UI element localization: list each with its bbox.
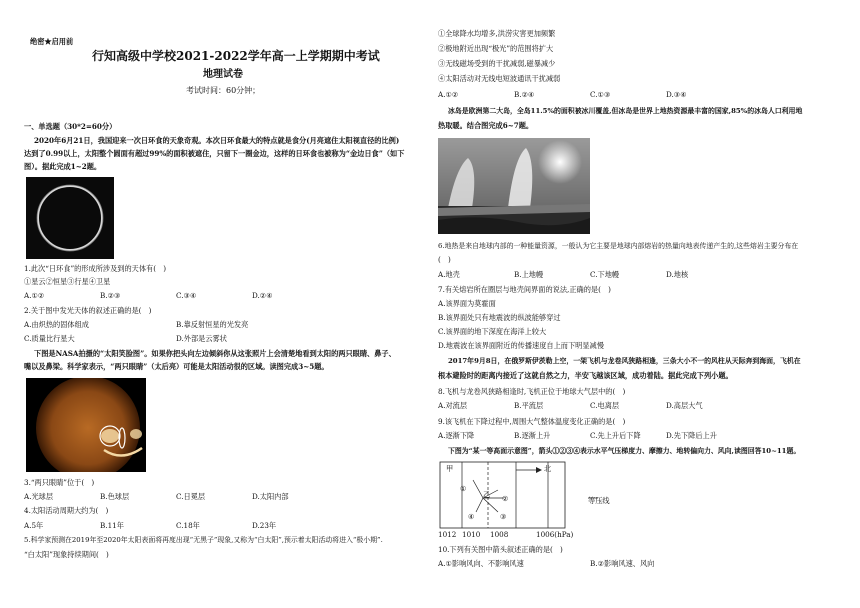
q10-option-b[interactable]: B.②影响风速、风向 — [590, 559, 655, 568]
q7-option-c[interactable]: C.该界面的地下深度在海洋上较大 — [438, 327, 547, 336]
q6-option-b[interactable]: B.上地幔 — [514, 270, 544, 279]
q5-option-a[interactable]: A.①② — [438, 90, 459, 99]
fig-label-jia: 甲 — [446, 464, 454, 473]
exam-title: 行知高级中学校2021-2022学年高一上学期期中考试 — [92, 49, 380, 63]
intro3-line1: 冰岛是欧洲第二大岛，全岛11.5%的面积被冰川覆盖,但冰岛是世界上地热资源最丰富的国家,85%的冰岛人口利用地 — [448, 107, 803, 115]
secret-label: 绝密★启用前 — [30, 37, 74, 46]
question-2: 2.关于图中发光天体的叙述正确的是( ) — [24, 306, 152, 315]
q5-item-3: ③无线磁场受到的干扰减弱,磁暴减少 — [438, 59, 556, 68]
q4-option-a[interactable]: A.5年 — [24, 521, 44, 530]
intro1-line2: 达到了0.99以上，太阳整个圆面有超过99%的面积被遮住，只留下一圈金边，这样的日环食也被称为“金边日食”（如下 — [24, 149, 405, 158]
q8-option-c[interactable]: C.电离层 — [590, 401, 620, 410]
q8-option-d[interactable]: D.高层大气 — [666, 401, 703, 410]
q5-item-1: ①全球降水均增多,洪涝灾害更加频繁 — [438, 29, 556, 38]
q3-option-d[interactable]: D.太阳内部 — [252, 492, 289, 501]
question-3: 3.“两只眼睛”位于( ) — [24, 478, 95, 487]
q9-option-b[interactable]: B.逐渐上升 — [514, 431, 551, 440]
intro2-line1: 下图是NASA拍摄的“太阳笑脸图”。如果你把头向左边倾斜你从这张照片上会清楚地看到太阳的两只眼睛、鼻子、 — [34, 349, 396, 358]
isobar-label-1010: 1010 — [462, 530, 481, 539]
q9-option-a[interactable]: A.逐渐下降 — [438, 431, 475, 440]
q6-option-a[interactable]: A.地壳 — [438, 270, 460, 279]
q2-option-a[interactable]: A.由炽热的固体组成 — [24, 320, 89, 329]
subject-title: 地理试卷 — [203, 69, 243, 80]
q9-option-c[interactable]: C.先上升后下降 — [590, 431, 641, 440]
q2-option-c[interactable]: C.质量比行星大 — [24, 334, 75, 343]
q3-option-c[interactable]: C.日冕层 — [176, 492, 206, 501]
intro4-line1: 2017年9月8日，在俄罗斯伊茨勒上空，一架飞机与龙卷风狭路相逢，三条大小不一的风柱从天际奔到海面，飞机在 — [448, 357, 801, 365]
fig-num-3: ③ — [500, 512, 507, 521]
question-6-end: ( ) — [438, 255, 451, 264]
question-8: 8.飞机与龙卷风狭路相逢时,飞机正位于地球大气层中的( ) — [438, 387, 626, 396]
q5-item-2: ②极地附近出现“极光”的范围将扩大 — [438, 44, 554, 53]
eclipse-image — [26, 177, 114, 259]
question-5-line1: 5.科学家预测在2019年至2020年太阳表面将再度出现“无黑子”现象,又称为“白太阳”,预示着太阳活动将进入“极小期”. — [24, 536, 383, 544]
q4-option-c[interactable]: C.18年 — [176, 521, 200, 530]
q8-option-a[interactable]: A.对流层 — [438, 401, 468, 410]
question-6: 6.地热是来自地球内部的一种能量资源，一般认为它主要是地球内部熔岩的热量向地表传递产生的,这些熔岩主要分布在 — [438, 242, 799, 250]
question-9: 9.该飞机在下降过程中,周围大气整体温度变化正确的是( ) — [438, 417, 626, 426]
q7-option-b[interactable]: B.该界面处只有地震波的纵波能够穿过 — [438, 313, 561, 322]
q1-option-c[interactable]: C.③④ — [176, 291, 197, 300]
q6-option-d[interactable]: D.地核 — [666, 270, 689, 279]
isobar-label-1012: 1012 — [438, 530, 457, 539]
exam-time: 考试时间：60分钟； — [186, 86, 261, 95]
question-5-line2: “白太阳”现象持续期间( ) — [24, 550, 109, 559]
intro5: 下图为“某一等高面示意图”，箭头①②③④表示水平气压梯度力、摩擦力、地转偏向力、风向,读图回答10~11题。 — [448, 447, 801, 455]
q6-option-c[interactable]: C.下地幔 — [590, 270, 620, 279]
section-heading: 一、单选题（30*2=60分） — [24, 122, 117, 131]
q1-option-b[interactable]: B.②③ — [100, 291, 121, 300]
q5-option-b[interactable]: B.②④ — [514, 90, 535, 99]
question-7: 7.有关熔岩所在圈层与地壳间界面的说法,正确的是( ) — [438, 285, 611, 294]
isobar-label-1008: 1008 — [490, 530, 509, 539]
q1-option-d[interactable]: D.②④ — [252, 291, 273, 300]
q3-option-a[interactable]: A.光球层 — [24, 492, 54, 501]
q9-option-d[interactable]: D.先下降后上升 — [666, 431, 717, 440]
q4-option-b[interactable]: B.11年 — [100, 521, 124, 530]
question-1: 1.此次“日环食”的形成所涉及到的天体有( ) — [24, 264, 167, 273]
q2-option-b[interactable]: B.靠反射恒星的光发亮 — [176, 320, 249, 329]
fig-num-1: ① — [460, 484, 467, 493]
q3-option-b[interactable]: B.色球层 — [100, 492, 130, 501]
q1-option-a[interactable]: A.①② — [24, 291, 45, 300]
q7-option-a[interactable]: A.该界面为莫霍面 — [438, 299, 496, 308]
fig-label-yi: 乙 — [483, 490, 491, 499]
fig-legend: 等压线 — [588, 496, 610, 505]
isobar-label-1006: 1006(hPa) — [536, 530, 574, 539]
question-10: 10.下列有关图中箭头叙述正确的是( ) — [438, 545, 563, 554]
question-1-items: ①星云②恒星③行星④卫星 — [24, 277, 111, 286]
q8-option-b[interactable]: B.平流层 — [514, 401, 544, 410]
question-4: 4.太阳活动周期大约为( ) — [24, 506, 109, 515]
fig-num-2: ② — [502, 494, 509, 503]
q4-option-d[interactable]: D.23年 — [252, 521, 277, 530]
q5-item-4: ④太阳活动对无线电短波通讯干扰减弱 — [438, 74, 561, 83]
sun-smiley-image — [26, 378, 146, 472]
fig-north-label: 北 — [544, 464, 552, 473]
intro2-line2: 嘴以及鼻梁。科学家表示，“两只眼睛”（太后亮）可能是太阳活动很的区域。读图完成3~5题。 — [24, 362, 329, 371]
pressure-diagram — [438, 460, 668, 542]
fig-num-4: ④ — [468, 512, 475, 521]
q5-option-c[interactable]: C.①③ — [590, 90, 611, 99]
intro3-line2: 热取暖。结合图完成6~7题。 — [438, 121, 534, 130]
geyser-image — [438, 138, 590, 234]
intro1-line3: 图）。据此完成1~2题。 — [24, 162, 102, 171]
intro1-line1: 2020年6月21日，我国迎来一次日环食的天象奇观。本次日环食最大的特点就是食分(月亮遮住太阳视直径的比例) — [34, 136, 400, 145]
intro4-line2: 根本避险时的距离内接近了这就自然之力，半安飞越该区域，成功着陆。据此完成下列小题。 — [438, 371, 733, 380]
q5-option-d[interactable]: D.③④ — [666, 90, 687, 99]
q10-option-a[interactable]: A.①影响风向、不影响风速 — [438, 559, 524, 568]
q7-option-d[interactable]: D.地震波在该界面附近的传播速度自上而下明显减慢 — [438, 341, 604, 350]
q2-option-d[interactable]: D.外部是云雾状 — [176, 334, 227, 343]
